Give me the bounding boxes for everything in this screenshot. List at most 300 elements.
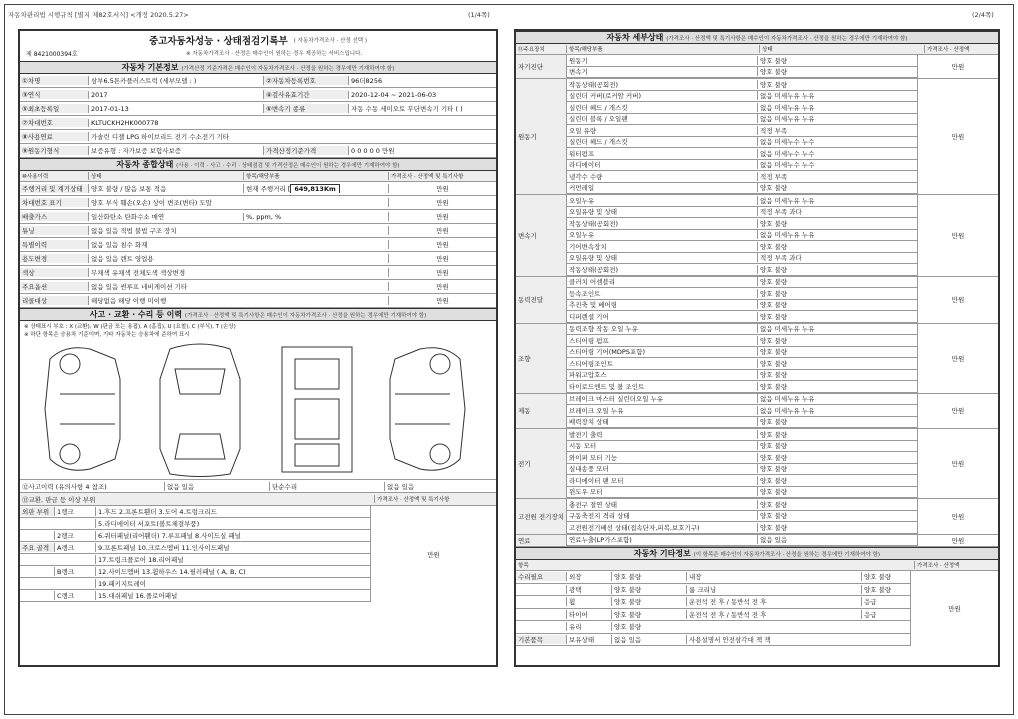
basic-value[interactable]: 2017 [88, 91, 263, 99]
exchange-items[interactable]: 1.후드 2.프론트휀더 3.도어 4.트렁크리드 [95, 507, 370, 516]
status-state[interactable]: 양호 불량 / 많음 보통 적음 [88, 184, 243, 193]
status-detail-text: 현재 주행거리 [ [246, 185, 291, 193]
basic-label-2: 가격산정기준가격 [263, 146, 348, 155]
exchange-items[interactable]: 6.쿼터패널(리어휀더) 7.루프패널 8.사이드실 패널 [95, 531, 370, 540]
detail-amount: 만원 [917, 429, 998, 498]
detail-item: 스티어링 펌프 [569, 336, 609, 345]
detail-row [567, 137, 917, 149]
other-item-2-state[interactable]: 양호 불량 [861, 572, 910, 581]
detail-item: 등속조인트 [569, 289, 601, 298]
detail-row [567, 218, 917, 230]
other-item-2: 내장 [686, 572, 861, 581]
detail-state[interactable]: 양호 불량 [757, 487, 917, 496]
detail-group-name: 제동 [516, 394, 566, 429]
detail-item: 라디에이터 [569, 161, 601, 170]
detail-item: 디퍼렌셜 기어 [569, 312, 609, 321]
other-row [516, 609, 910, 622]
detail-row [567, 125, 917, 137]
other-item: 광택 [566, 585, 611, 594]
detail-item: 오일누유 [569, 231, 595, 240]
detail-state[interactable]: 양호 불량 [757, 265, 917, 274]
detail-group [516, 277, 998, 324]
basic-label-2: ⑥변속기 종류 [263, 104, 348, 113]
detail-item: 스티어링 기어(MDPS포함) [569, 348, 646, 357]
exchange-row [20, 566, 370, 578]
exchange-group: 외판 부위 [20, 507, 54, 516]
exchange-row [20, 590, 370, 602]
status-item: 주행거리 및 계기상태 [20, 184, 88, 193]
detail-state[interactable]: 없음 미세누유 누유 [757, 324, 917, 333]
detail-item: 기어변속장치 [569, 242, 607, 251]
basic-info-table [20, 74, 496, 158]
other-item-2: 사용설명서 안전삼각대 잭 잭 [686, 635, 861, 644]
status-item: 차대번호 표기 [20, 198, 88, 207]
detail-state[interactable]: 없음 미세누유 누유 [757, 196, 917, 205]
status-amount: 만원 [388, 254, 496, 263]
basic-info-header: 자동차 기본정보 (가격산정 기준가격은 매수인이 자동차가격조사 · 산정을 원하는 경우에만 기재하여야 함) [20, 61, 496, 74]
detail-state[interactable]: 적정 부족 [757, 172, 917, 181]
basic-label: ⑦차대번호 [20, 118, 88, 127]
detail-row [567, 230, 917, 242]
detail-state[interactable]: 없음 미세누유 누유 [757, 103, 917, 112]
detail-row [567, 79, 917, 91]
detail-row [567, 148, 917, 160]
detail-group-name: 자기진단 [516, 55, 566, 78]
detail-state[interactable]: 적정 부족 과다 [757, 253, 917, 262]
detail-state[interactable]: 양호 불량 [757, 277, 917, 286]
other-item-state[interactable]: 양호 불량 [611, 585, 686, 594]
status-amount: 만원 [388, 282, 496, 291]
exchange-items[interactable]: 15.대쉬패널 16.플로어패널 [95, 591, 370, 600]
basic-value-2[interactable]: 2020-12-04 ~ 2021-06-03 [348, 91, 496, 99]
detail-item: 배력장치 상태 [569, 418, 609, 427]
detail-state[interactable]: 양호 불량 [757, 511, 917, 520]
detail-row [567, 522, 917, 534]
detail-state[interactable]: 양호 불량 [757, 500, 917, 509]
basic-info-row [20, 74, 496, 88]
detail-row [567, 171, 917, 183]
detail-item: 오일 유량 [569, 126, 597, 135]
detail-state[interactable]: 양호 불량 [757, 312, 917, 321]
document-title: 중고자동차성능 · 상태점검기록부 [149, 36, 288, 47]
detail-amount: 만원 [917, 195, 998, 276]
exchange-items[interactable]: 9.프론트패널 10.크로스멤버 11.인사이드패널 [95, 543, 370, 552]
detail-item: 커먼레일 [569, 184, 595, 193]
detail-state[interactable]: 없음 미세누유 누유 [757, 406, 917, 415]
basic-value-2[interactable]: 0 0 0 0 0 만원 [348, 146, 496, 155]
detail-item: 스티어링조인트 [569, 359, 613, 368]
detail-row [567, 195, 917, 207]
other-row [516, 621, 910, 634]
detail-state[interactable]: 양호 불량 [757, 80, 917, 89]
detail-group [516, 324, 998, 394]
exchange-rank: 1랭크 [54, 507, 95, 516]
detail-item: 타이로드엔드 및 볼 조인트 [569, 382, 645, 391]
basic-info-row [20, 130, 496, 144]
detail-group [516, 79, 998, 195]
detail-state[interactable]: 없음 미세누수 누수 [757, 137, 917, 146]
status-row [20, 294, 496, 308]
detail-item: 발전기 출력 [569, 430, 603, 439]
detail-item: 오일유량 및 상태 [569, 208, 618, 217]
exchange-row [20, 530, 370, 542]
status-state[interactable]: 무채색 유채색 전체도색 색상변경 [88, 268, 243, 277]
detail-state[interactable]: 양호 불량 [757, 336, 917, 345]
status-amount: 만원 [388, 184, 496, 193]
other-columns: 항목 가격조사 · 산정액 [516, 560, 998, 571]
detail-item: 실린더 블록 / 오일팬 [569, 115, 628, 124]
other-item-2-state[interactable]: 응급 [861, 597, 910, 606]
other-item-2: 룸 크리닝 [686, 585, 861, 594]
status-amount: 만원 [388, 212, 496, 221]
detail-row [567, 452, 917, 464]
status-columns: ⑩사용이력 상태 항목/해당부품 가격조사 · 산정액 및 특기사항 [20, 171, 496, 182]
other-item-2-state[interactable]: 양호 불량 [861, 585, 910, 594]
other-item-2: 운전석 전 후 / 동반석 전 후 [686, 597, 861, 606]
detail-row [567, 499, 917, 511]
other-item-state[interactable]: 양호 불량 [611, 622, 686, 631]
detail-amount: 만원 [917, 394, 998, 429]
status-detail [243, 213, 388, 221]
detail-item: 동력조향 작동 오일 누유 [569, 325, 638, 334]
basic-value-2[interactable]: 자동 수동 세미오토 무단변속기 기타 ( ) [348, 104, 496, 113]
detail-row [567, 511, 917, 523]
service-note: ※ 자동차가격조사 · 산정은 매수인이 원하는 경우 제공하는 서비스입니다. [186, 51, 363, 57]
document-number: 제 8421000394호 [26, 50, 78, 58]
detail-item: 클러치 어셈블리 [569, 278, 616, 287]
basic-value[interactable]: KLTUCKH2HK000778 [88, 119, 263, 127]
basic-label-2: ②자동차등록번호 [263, 76, 348, 85]
exchange-rank: B랭크 [54, 567, 95, 576]
detail-row [567, 335, 917, 347]
exchange-row [20, 506, 370, 518]
exchange-rank: A랭크 [54, 543, 95, 552]
other-item-state[interactable]: 양호 불량 [611, 597, 686, 606]
detail-row [567, 160, 917, 172]
other-table [516, 571, 998, 646]
simple-repair-value[interactable]: 없음 있음 [384, 482, 496, 491]
status-table [20, 182, 496, 308]
detail-item: 윈도우 모터 [569, 488, 603, 497]
detail-group-name: 고전원 전기장치 [516, 499, 566, 534]
basic-label: ⑤최초등록일 [20, 104, 88, 113]
detail-item: 작동상태(공회전) [569, 219, 619, 228]
exchange-row [20, 554, 370, 566]
status-state[interactable]: 일산화탄소 탄화수소 매연 [88, 212, 243, 221]
status-state[interactable]: 없음 있음 적법 불법 구조 장치 [88, 226, 243, 235]
status-item: 색상 [20, 268, 88, 277]
car-diagram [20, 339, 496, 480]
detail-item: 브레이크 마스터 실린더오일 누유 [569, 395, 664, 404]
detail-item: 라디에이터 팬 모터 [569, 476, 624, 485]
exchange-items[interactable]: 5.라디에이터 서포트(볼트체결부품) [95, 519, 370, 528]
overall-status-header: 자동차 종합상태 (사용 · 이력 · 사고 · 수리 · 상태점검 및 가격산정은 매수인이 원하는 경우에만 기재하여야 함) [20, 158, 496, 171]
basic-value-2[interactable]: 96더8256 [348, 76, 496, 85]
other-row [516, 634, 910, 647]
detail-row [567, 55, 917, 67]
detail-item: 실린더 헤드 / 개스킷 [569, 103, 628, 112]
detail-state[interactable]: 없음 미세누수 누수 [757, 160, 917, 169]
status-row [20, 280, 496, 294]
detail-amount: 만원 [917, 277, 998, 323]
detail-row [567, 475, 917, 487]
detail-item: 시동 모터 [569, 442, 597, 451]
detail-state[interactable]: 양호 불량 [757, 359, 917, 368]
detail-item: 와이퍼 모터 기능 [569, 453, 618, 462]
detail-state[interactable]: 양호 불량 [757, 370, 917, 379]
detail-item: 파워고압호스 [569, 371, 607, 380]
status-row [20, 224, 496, 238]
detail-group [516, 55, 998, 79]
detail-item: 실린더 헤드 / 개스킷 [569, 138, 628, 147]
exchange-row [20, 578, 370, 590]
other-item: 보유상태 [566, 635, 611, 644]
detail-state[interactable]: 양호 불량 [757, 523, 917, 532]
detail-group [516, 499, 998, 535]
basic-value[interactable]: 2017-01-13 [88, 105, 263, 113]
detail-row [567, 67, 917, 79]
status-row [20, 210, 496, 224]
detail-state[interactable]: 적정 부족 [757, 126, 917, 135]
detail-row [567, 311, 917, 323]
detail-state[interactable]: 없음 미세누수 누수 [757, 149, 917, 158]
detail-item: 브레이크 오일 누유 [569, 406, 624, 415]
other-item-state[interactable]: 양호 불량 [611, 610, 686, 619]
detail-state[interactable]: 양호 불량 [757, 430, 917, 439]
detail-item: 실내송풍 모터 [569, 465, 609, 474]
other-row [516, 596, 910, 609]
detail-table [516, 55, 998, 547]
status-row [20, 196, 496, 210]
detail-row [567, 405, 917, 417]
accident-legend: ※ 상태표시 부호 : X (교환), W (판금 또는 용접), A (흠집), U (요철), C (부식), T (손상) ※ 하단 항목은 승용차 기준이며, 기타 자동차는 승용차에 준하여 표시 [24, 324, 236, 338]
detail-group-name: 조향 [516, 324, 566, 393]
exchange-rank: C랭크 [54, 591, 95, 600]
detail-amount: 만원 [917, 79, 998, 194]
detail-row [567, 264, 917, 276]
exchange-rank: 2랭크 [54, 531, 95, 540]
detail-amount: 만원 [917, 535, 998, 547]
status-detail [243, 184, 388, 193]
right-page [514, 29, 1000, 667]
detail-row [567, 253, 917, 265]
detail-state[interactable]: 양호 불량 [757, 382, 917, 391]
other-row [516, 584, 910, 597]
basic-info-row [20, 144, 496, 158]
status-item: 리콜대상 [20, 296, 88, 305]
other-item-2: 운전석 전 후 / 동반석 전 후 [686, 610, 861, 619]
basic-info-row [20, 88, 496, 102]
detail-row [567, 535, 917, 547]
status-state[interactable]: 해당없음 해당 이행 미이행 [88, 296, 243, 305]
detail-group-name: 원동기 [516, 79, 566, 194]
car-outline-svg [20, 339, 492, 479]
detail-item: 변속기 [569, 68, 588, 77]
status-item: 용도변경 [20, 254, 88, 263]
detail-state[interactable]: 양호 불량 [757, 67, 917, 76]
detail-state[interactable]: 양호 불량 [757, 219, 917, 228]
status-row [20, 182, 496, 196]
status-amount: 만원 [388, 198, 496, 207]
status-row [20, 266, 496, 280]
basic-value[interactable]: 가솔린 디젤 LPG 하이브리드 전기 수소전기 기타 [88, 132, 263, 141]
detail-row [567, 183, 917, 195]
exchange-row [20, 518, 370, 530]
detail-group-name: 전기 [516, 429, 566, 498]
status-amount: 만원 [388, 268, 496, 277]
detail-item: 오일유량 및 상태 [569, 254, 618, 263]
accident-history-value[interactable]: 없음 있음 [164, 482, 269, 491]
detail-row [567, 207, 917, 219]
detail-row [567, 441, 917, 453]
detail-group-name: 연료 [516, 535, 566, 547]
detail-state[interactable]: 적정 부족 과다 [757, 207, 917, 216]
title-option: ( 자동차가격조사 · 산정 선택 ) [293, 38, 367, 44]
status-state[interactable]: 양호 부식 훼손(오손) 상이 변조(변타) 도말 [88, 198, 243, 207]
detail-state[interactable]: 없음 미세누유 누유 [757, 91, 917, 100]
status-detail-text: %, ppm, % [246, 212, 282, 221]
right-page-number: (2/4쪽) [972, 11, 994, 19]
detail-state[interactable]: 양호 불량 [757, 453, 917, 462]
detail-item: 구동축전지 격리 상태 [569, 512, 630, 521]
detail-state[interactable]: 양호 불량 [757, 441, 917, 450]
other-group: 기본품목 [516, 635, 566, 644]
detail-row [567, 464, 917, 476]
detail-group [516, 535, 998, 548]
detail-row [567, 487, 917, 499]
status-amount: 만원 [388, 226, 496, 235]
other-item: 외장 [566, 572, 611, 581]
detail-row [567, 114, 917, 126]
status-item: 배출가스 [20, 212, 88, 221]
exchange-row [20, 542, 370, 554]
status-item: 특별이력 [20, 240, 88, 249]
detail-group [516, 394, 998, 430]
other-item-state[interactable]: 없음 있음 [611, 635, 686, 644]
detail-group-name: 동력전달 [516, 277, 566, 323]
basic-value[interactable]: 보증유형 : 자가보증 보험사보증 [88, 146, 263, 155]
detail-state[interactable]: 없음 미세누유 누유 [757, 114, 917, 123]
detail-state[interactable]: 양호 불량 [757, 183, 917, 192]
status-state[interactable]: 없음 있음 썬루프 네비게이션 기타 [88, 282, 243, 291]
status-item: 주요옵션 [20, 282, 88, 291]
left-page-number: (1/4쪽) [468, 11, 490, 19]
basic-value[interactable]: 삼부6.5톤카플러스트럭 (세부모델 : ) [88, 76, 263, 85]
detail-row [567, 277, 917, 289]
detail-item: 워터펌프 [569, 149, 595, 158]
status-row [20, 238, 496, 252]
status-item: 튜닝 [20, 226, 88, 235]
detail-row [567, 417, 917, 429]
exchange-items[interactable]: 17.트렁크플로어 18.리어패널 [95, 555, 370, 564]
basic-label: ①차명 [20, 76, 88, 85]
detail-columns: ⑭주요장치 항목/해당부품 상태 가격조사 · 산정액 [516, 44, 998, 55]
detail-state[interactable]: 양호 불량 [757, 289, 917, 298]
status-amount: 만원 [388, 296, 496, 305]
detail-row [567, 347, 917, 359]
exchange-table [20, 506, 496, 602]
accident-header: 사고 · 교환 · 수리 등 이력 (가격조사 · 산정액 및 특기사항은 매수인이 자동차가격조사 · 산정을 원하는 경우에만 기재하여야 함) [20, 308, 496, 321]
detail-row [567, 429, 917, 441]
basic-info-row [20, 102, 496, 116]
detail-row [567, 102, 917, 114]
detail-row [567, 370, 917, 382]
exchange-group: 주요 골격 [20, 543, 54, 552]
detail-row [567, 288, 917, 300]
detail-row [567, 394, 917, 406]
detail-state[interactable]: 양호 불량 [757, 417, 917, 426]
detail-item: 냉각수 수량 [569, 172, 603, 181]
detail-item: 추진축 및 베어링 [569, 301, 618, 310]
other-item-state[interactable]: 양호 불량 [611, 572, 686, 581]
detail-state[interactable]: 없음 있음 [757, 535, 917, 544]
detail-item: 작동상태(공회전) [569, 265, 619, 274]
detail-state[interactable]: 양호 불량 [757, 476, 917, 485]
detail-row [567, 241, 917, 253]
detail-item: 연료누출(LP가스포함) [569, 536, 632, 545]
detail-status-header: 자동차 세부상태 (가격조사 · 산정액 및 특기사항은 매수인이 자동차가격조사 · 산정을 원하는 경우에만 기재하여야 함) [516, 31, 998, 44]
detail-state[interactable]: 없음 미세누유 누유 [757, 230, 917, 239]
other-item: 휠 [566, 597, 611, 606]
detail-state[interactable]: 양호 불량 [757, 242, 917, 251]
detail-row [567, 381, 917, 393]
exchange-header-row: ⑬교환, 판금 등 이상 부위 가격조사 · 산정액 및 특기사항 [20, 493, 496, 506]
detail-item: 고전원전기배선 상태(접속단자,피복,보호기구) [569, 523, 700, 532]
detail-item: 작동상태(공회전) [569, 80, 619, 89]
other-info-header: 자동차 기타정보 (이 항목은 매수인이 자동차가격조사 · 산정을 원하는 경우에만 기재하여야 함) [516, 547, 998, 560]
detail-amount: 만원 [917, 324, 998, 393]
status-state[interactable]: 없음 있음 침수 화재 [88, 240, 243, 249]
other-row [516, 571, 910, 584]
detail-amount: 만원 [917, 499, 998, 534]
detail-state[interactable]: 양호 불량 [757, 347, 917, 356]
basic-label: ⑨원동기형식 [20, 146, 88, 155]
detail-state[interactable]: 양호 불량 [757, 300, 917, 309]
detail-group [516, 429, 998, 499]
status-state[interactable]: 없음 있음 렌트 영업용 [88, 254, 243, 263]
status-row [20, 252, 496, 266]
basic-label-2: ④검사유효기간 [263, 90, 348, 99]
basic-info-row [20, 116, 496, 130]
other-item: 타이어 [566, 610, 611, 619]
detail-group [516, 195, 998, 277]
detail-row [567, 324, 917, 336]
exchange-items[interactable]: 12.사이드멤버 13.휠하우스 14.필러패널 ( A, B, C) [95, 567, 370, 576]
detail-state[interactable]: 양호 불량 [757, 56, 917, 65]
detail-state[interactable]: 양호 불량 [757, 464, 917, 473]
exchange-amount: 만원 [370, 506, 496, 602]
detail-state[interactable]: 없음 미세누유 누유 [757, 394, 917, 403]
accident-history-row: ⑫사고이력 (유의사항 4 참조) 없음 있음 단순수리 없음 있음 [20, 480, 496, 493]
basic-label: ③연식 [20, 90, 88, 99]
other-item: 유리 [566, 622, 611, 631]
other-amount: 만원 [910, 571, 998, 646]
exchange-items[interactable]: 19.패키지트레이 [95, 579, 370, 588]
basic-label: ⑧사용연료 [20, 132, 88, 141]
detail-item: 충전구 절연 상태 [569, 500, 618, 509]
status-amount: 만원 [388, 240, 496, 249]
detail-item: 오일누유 [569, 196, 595, 205]
other-item-2-state[interactable]: 응급 [861, 610, 910, 619]
odometer-value: 649,813Km [290, 184, 339, 193]
detail-item: 원동기 [569, 56, 588, 65]
detail-item: 실린더 커버(로커암 커버) [569, 92, 641, 101]
detail-row [567, 91, 917, 103]
detail-row [567, 300, 917, 312]
other-group: 수리필요 [516, 572, 566, 581]
detail-row [567, 358, 917, 370]
form-label: 자동차관리법 시행규칙 [별지 제82호서식] <개정 2020.5.27> [8, 11, 189, 19]
